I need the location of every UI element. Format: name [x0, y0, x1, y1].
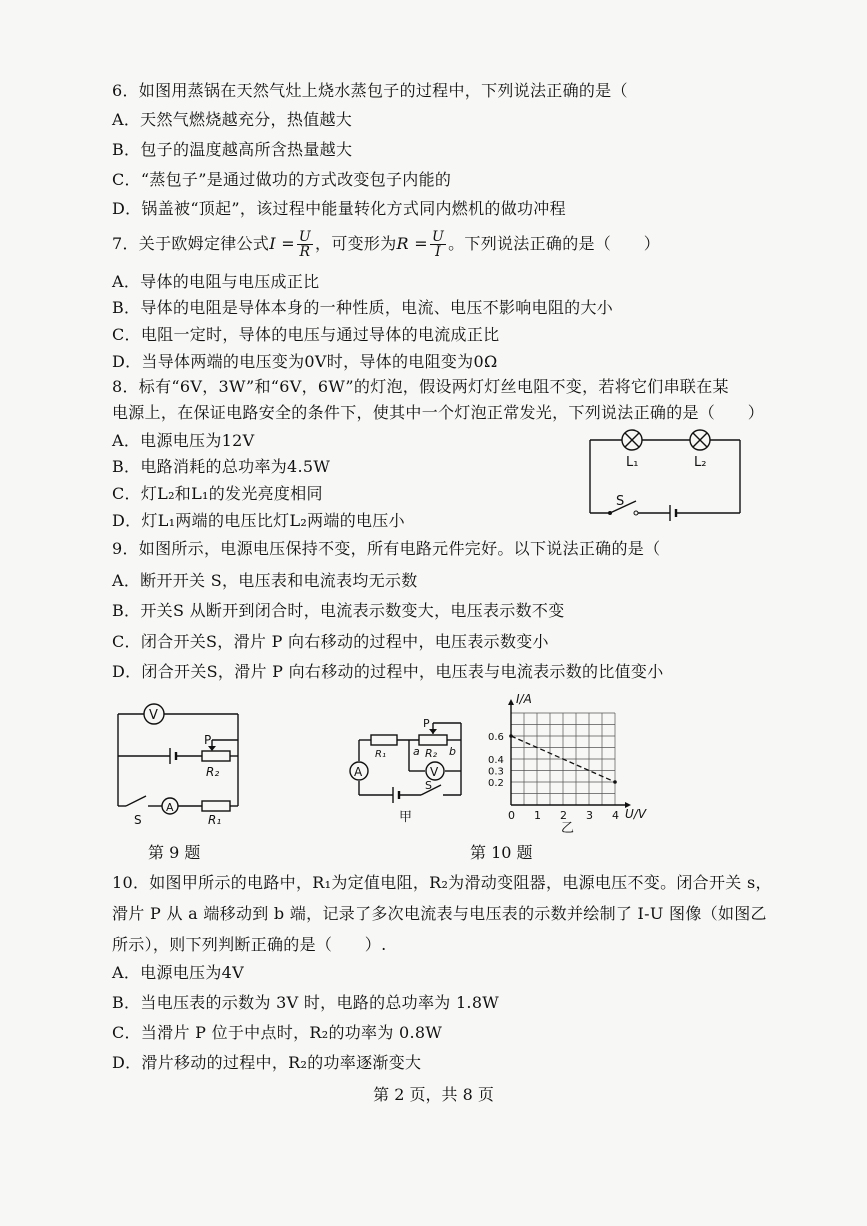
q6-option-b: B．包子的温度越高所含热量越大 — [112, 140, 353, 159]
page-footer: 第 2 页，共 8 页 — [373, 1085, 494, 1104]
iu-x-axis-label: U/V — [625, 807, 647, 821]
q10-stem-line2: 滑片 P 从 a 端移动到 b 端，记录了多次电流表与电压表的示数并绘制了 I-U 图像（如图乙 — [112, 904, 767, 923]
q10-slider-p-label: P — [423, 717, 430, 730]
x-tick-label: 3 — [586, 809, 593, 822]
q8-option-c: C．灯L₂和L₁的发光亮度相同 — [112, 484, 323, 503]
q7-option-b: B．导体的电阻是导体本身的一种性质，电流、电压不影响电阻的大小 — [112, 298, 614, 317]
q6-option-a: A．天然气燃烧越充分，热值越大 — [112, 110, 353, 129]
x-tick-label: 2 — [560, 809, 567, 822]
q7-frac1-den: R — [299, 244, 311, 260]
iu-graph-axes — [508, 699, 631, 808]
lamp-l2-icon — [690, 430, 710, 450]
q10-circuit-diagram — [345, 715, 485, 825]
q9-slider-p-label: P — [204, 733, 212, 747]
x-tick-label: 0 — [508, 809, 515, 822]
iu-data-point — [613, 780, 617, 784]
q10-iu-graph — [485, 690, 660, 835]
q10-option-a: A．电源电压为4V — [112, 963, 244, 982]
q9-r1-label: R₁ — [208, 813, 222, 827]
q8-stem-line2: 电源上，在保证电路安全的条件下，使其中一个灯泡正常发光，下列说法正确的是（ ） — [112, 403, 765, 422]
q10-option-b: B．当电压表的示数为 3V 时，电路的总功率为 1.8W — [112, 993, 500, 1012]
q9-option-a: A．断开开关 S，电压表和电流表均无示数 — [112, 571, 418, 590]
q10-r2-label: R₂ — [425, 747, 438, 760]
q9-option-d: D．闭合开关S，滑片 P 向右移动的过程中，电压表与电流表示数的比值变小 — [112, 662, 664, 681]
q7-fraction-u-over-r — [297, 230, 313, 259]
q9-stem: 9．如图所示，电源电压保持不变，所有电路元件完好。以下说法正确的是（ — [112, 539, 661, 558]
q8-fig-l2-label: L₂ — [694, 455, 707, 470]
q10-fig-jia-label: 甲 — [399, 810, 413, 825]
q7-i-equals: I = — [269, 234, 295, 253]
q10-stem-line3: 所示），则下列判断正确的是（ ）. — [112, 935, 387, 954]
q7-frac1-num: U — [298, 229, 312, 245]
q9-figure-caption: 第 9 题 — [148, 843, 201, 862]
q7-frac2-den: I — [435, 244, 441, 260]
x-tick-label: 4 — [612, 809, 619, 822]
voltmeter-icon — [426, 762, 444, 780]
q7-frac2-num: U — [431, 229, 445, 245]
q9-option-c: C．闭合开关S，滑片 P 向右移动的过程中，电压表示数变小 — [112, 632, 549, 651]
iu-graph-tick-labels — [488, 732, 619, 822]
q10-switch-label: S — [425, 779, 432, 792]
q7-option-c: C．电阻一定时，导体的电压与通过导体的电流成正比 — [112, 325, 500, 344]
q10-end-a-label: a — [413, 745, 420, 758]
q10-option-c: C．当滑片 P 位于中点时，R₂的功率为 0.8W — [112, 1023, 443, 1042]
q8-stem-line1: 8．标有“6V，3W”和“6V，6W”的灯泡，假设两灯灯丝电阻不变，若将它们串联在某 — [112, 377, 729, 396]
y-axis-arrow — [508, 699, 514, 705]
q10-r1-label: R₁ — [375, 749, 386, 760]
q9-switch-label: S — [134, 813, 142, 827]
q10-voltmeter-label: V — [430, 765, 439, 779]
ammeter-icon — [350, 762, 368, 780]
q9-circuit-diagram — [108, 700, 248, 830]
q6-stem: 6．如图用蒸锅在天然气灶上烧水蒸包子的过程中，下列说法正确的是（ — [112, 81, 628, 100]
q7-r-equals: R = — [396, 234, 428, 253]
voltmeter-icon — [144, 704, 164, 724]
q8-circuit-diagram — [580, 425, 750, 525]
q8-option-d: D．灯L₁两端的电压比灯L₂两端的电压小 — [112, 511, 405, 530]
q10-figure-caption: 第 10 题 — [470, 843, 533, 862]
q8-fig-l1-label: L₁ — [626, 455, 639, 470]
q9-voltmeter-label: V — [149, 708, 158, 723]
q7-stem-part-a: 7．关于欧姆定律公式 — [112, 234, 270, 253]
q7-fraction-u-over-i — [430, 230, 446, 259]
y-tick-label: 0.3 — [488, 766, 504, 778]
y-tick-label: 0.4 — [488, 755, 504, 766]
y-tick-label: 0.2 — [488, 778, 504, 789]
x-tick-label: 1 — [534, 809, 541, 822]
y-tick-label: 0.6 — [488, 732, 504, 743]
q7-stem-part-c: 。下列说法正确的是（ ） — [448, 234, 660, 253]
q10-end-b-label: b — [449, 745, 456, 758]
q10-fig-yi-label: 乙 — [561, 821, 575, 835]
q9-r2-label: R₂ — [206, 765, 220, 779]
q7-option-a: A．导体的电阻与电压成正比 — [112, 272, 320, 291]
q8-fig-s-label: S — [616, 494, 625, 509]
q9-ammeter-label: A — [166, 801, 174, 814]
q7-option-d: D．当导体两端的电压变为0V时，导体的电阻变为0Ω — [112, 352, 498, 371]
q7-stem-part-b: ，可变形为 — [315, 234, 397, 253]
q10-stem-line1: 10．如图甲所示的电路中，R₁为定值电阻，R₂为滑动变阻器，电源电压不变。闭合开关 s， — [112, 873, 772, 892]
q10-option-d: D．滑片移动的过程中，R₂的功率逐渐变大 — [112, 1053, 422, 1072]
q6-option-d: D．锅盖被“顶起”，该过程中能量转化方式同内燃机的做功冲程 — [112, 199, 566, 218]
q8-option-b: B．电路消耗的总功率为4.5W — [112, 457, 331, 476]
q10-ammeter-label: A — [354, 765, 363, 779]
q9-option-b: B．开关S 从断开到闭合时，电流表示数变大，电压表示数不变 — [112, 601, 565, 620]
q6-option-c: C．“蒸包子”是通过做功的方式改变包子内能的 — [112, 170, 452, 189]
ammeter-icon — [162, 798, 178, 814]
iu-y-axis-label: I/A — [516, 692, 532, 706]
q8-option-a: A．电源电压为12V — [112, 431, 255, 450]
q7-stem — [112, 230, 660, 259]
lamp-l1-icon — [622, 430, 642, 450]
iu-data-point — [509, 734, 513, 738]
